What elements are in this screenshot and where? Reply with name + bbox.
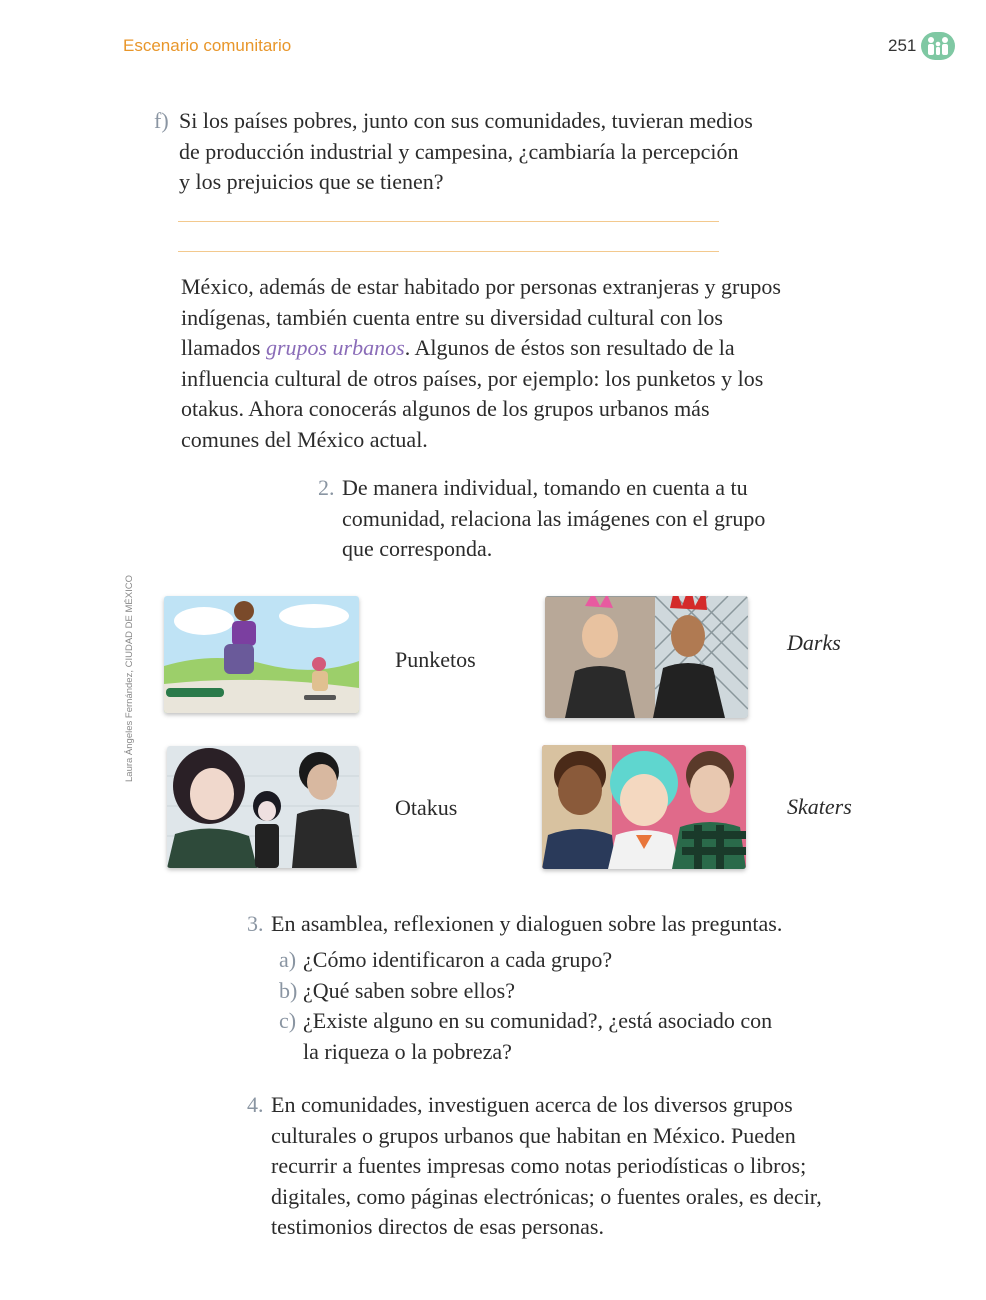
question-2: [318, 473, 788, 565]
question-f-marker: f): [154, 108, 169, 133]
label-punketos: Punketos: [395, 647, 476, 672]
glossary-term: grupos urbanos: [265, 335, 405, 360]
item-marker: a): [279, 947, 297, 972]
question-2-text: De manera individual, tomando en cuenta a tu comunidad, relaciona las imágenes con el grupo que corresponda.: [342, 475, 766, 561]
question-3-item: [279, 976, 799, 1007]
darks-illustration: [167, 746, 359, 868]
question-2-marker: 2.: [318, 475, 335, 500]
question-3-item: [279, 945, 799, 976]
community-icon: [921, 32, 955, 60]
question-3: [247, 909, 847, 940]
intro-text-start: México, además de estar habitado por personas extranjeras y grupos indígenas, también cuenta entre su diversidad cultural con los llamados: [181, 274, 781, 360]
item-text: ¿Cómo identificaron a cada grupo?: [303, 947, 613, 972]
page-number: 251: [888, 36, 917, 55]
section-name: Escenario comunitario: [123, 36, 292, 55]
question-3-marker: 3.: [247, 911, 264, 936]
question-4: [247, 1090, 827, 1243]
answer-line[interactable]: [178, 251, 719, 252]
question-4-marker: 4.: [247, 1092, 264, 1117]
item-text: ¿Qué saben sobre ellos?: [303, 978, 515, 1003]
intro-paragraph: [181, 272, 781, 455]
label-otakus: Otakus: [395, 795, 458, 820]
intro-text-end: . Algunos de éstos son resultado de la influencia cultural de otros países, por ejemplo: los punketos y los otakus. Ahora conocerás algunos de los grupos urbanos más comunes del México actual.: [181, 335, 764, 452]
item-marker: c): [279, 1008, 297, 1033]
item-marker: b): [279, 978, 298, 1003]
label-skaters: Skaters: [787, 794, 852, 819]
label-darks: Darks: [787, 630, 841, 655]
question-f: [154, 106, 754, 198]
question-3-item: [279, 1006, 779, 1067]
otakus-illustration: [542, 745, 746, 869]
question-f-text: Si los países pobres, junto con sus comunidades, tuvieran medios de producción industrial y campesina, ¿cambiaría la percepción y los prejuicios que se tienen?: [179, 108, 753, 194]
answer-line[interactable]: [178, 221, 719, 222]
question-4-text: En comunidades, investiguen acerca de los diversos grupos culturales o grupos urbanos que habitan en México. Pueden recurrir a fuentes impresas como notas periodísticas o libros; digitales, como páginas electrónicas; o fuentes orales, es decir, testimonios directos de esas personas.: [271, 1092, 822, 1239]
illustration-credit: Laura Ángeles Fernández, CIUDAD DE MÉXICO: [124, 575, 135, 782]
item-text: ¿Existe alguno en su comunidad?, ¿está asociado con la riqueza o la pobreza?: [303, 1008, 773, 1064]
question-3-text: En asamblea, reflexionen y dialoguen sobre las preguntas.: [271, 911, 783, 936]
punks-illustration: [545, 596, 748, 718]
skaters-illustration: [164, 596, 359, 713]
